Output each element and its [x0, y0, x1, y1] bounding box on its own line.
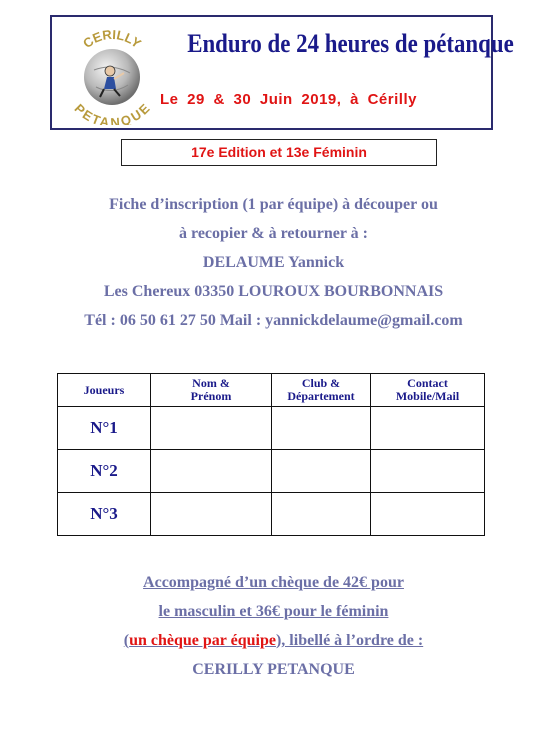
club-cell[interactable] [272, 407, 371, 450]
one-cheque-per-team: un chèque par équipe [129, 632, 276, 649]
edition-banner: 17e Edition et 13e Féminin [121, 139, 437, 166]
registration-table [57, 373, 485, 536]
table-row [58, 493, 485, 536]
contact-cell[interactable] [371, 493, 485, 536]
player-number: N°3 [58, 493, 151, 536]
instruction-line: à recopier & à retourner à : [179, 225, 368, 242]
payee-name: CERILLY PETANQUE [192, 661, 355, 678]
payment-line: (un chèque par équipe), libellé à l’ordre de : [123, 632, 424, 649]
svg-text:CERILLY [80, 27, 144, 52]
cerilly-petanque-logo [64, 25, 160, 125]
club-cell[interactable] [272, 493, 371, 536]
column-header-name: Nom & Prénom [151, 374, 272, 407]
table-row [58, 450, 485, 493]
payment-instructions [0, 571, 547, 687]
header-banner [50, 15, 514, 130]
payment-line: le masculin et 36€ pour le féminin [158, 603, 389, 620]
payment-line: Accompagné d’un chèque de 42€ pour [143, 574, 404, 591]
contact-cell[interactable] [371, 450, 485, 493]
logo-top-text: CERILLY [80, 26, 145, 52]
contact-name: DELAUME Yannick [202, 254, 345, 271]
registration-instructions [0, 193, 547, 338]
event-dates: Le 29 & 30 Juin 2019, à Cérilly [160, 91, 417, 108]
name-cell[interactable] [151, 493, 272, 536]
logo-bottom-text: PETANQUE [71, 100, 153, 125]
instruction-line: Fiche d’inscription (1 par équipe) à découper ou [109, 196, 438, 213]
player-number: N°2 [58, 450, 151, 493]
petanque-ball-logo-icon [64, 25, 160, 125]
name-cell[interactable] [151, 407, 272, 450]
contact-cell[interactable] [371, 407, 485, 450]
table-header-row [58, 374, 485, 407]
page-title: Enduro de 24 heures de pétanque [187, 29, 514, 58]
player-number: N°1 [58, 407, 151, 450]
column-header-contact: Contact Mobile/Mail [371, 374, 485, 407]
contact-address: Les Chereux 03350 LOUROUX BOURBONNAIS [103, 283, 444, 300]
column-header-players: Joueurs [58, 374, 151, 407]
club-cell[interactable] [272, 450, 371, 493]
column-header-club: Club & Département [272, 374, 371, 407]
table-row [58, 407, 485, 450]
contact-phone-email: Tél : 06 50 61 27 50 Mail : yannickdelaume@gmail.com [84, 312, 463, 329]
name-cell[interactable] [151, 450, 272, 493]
